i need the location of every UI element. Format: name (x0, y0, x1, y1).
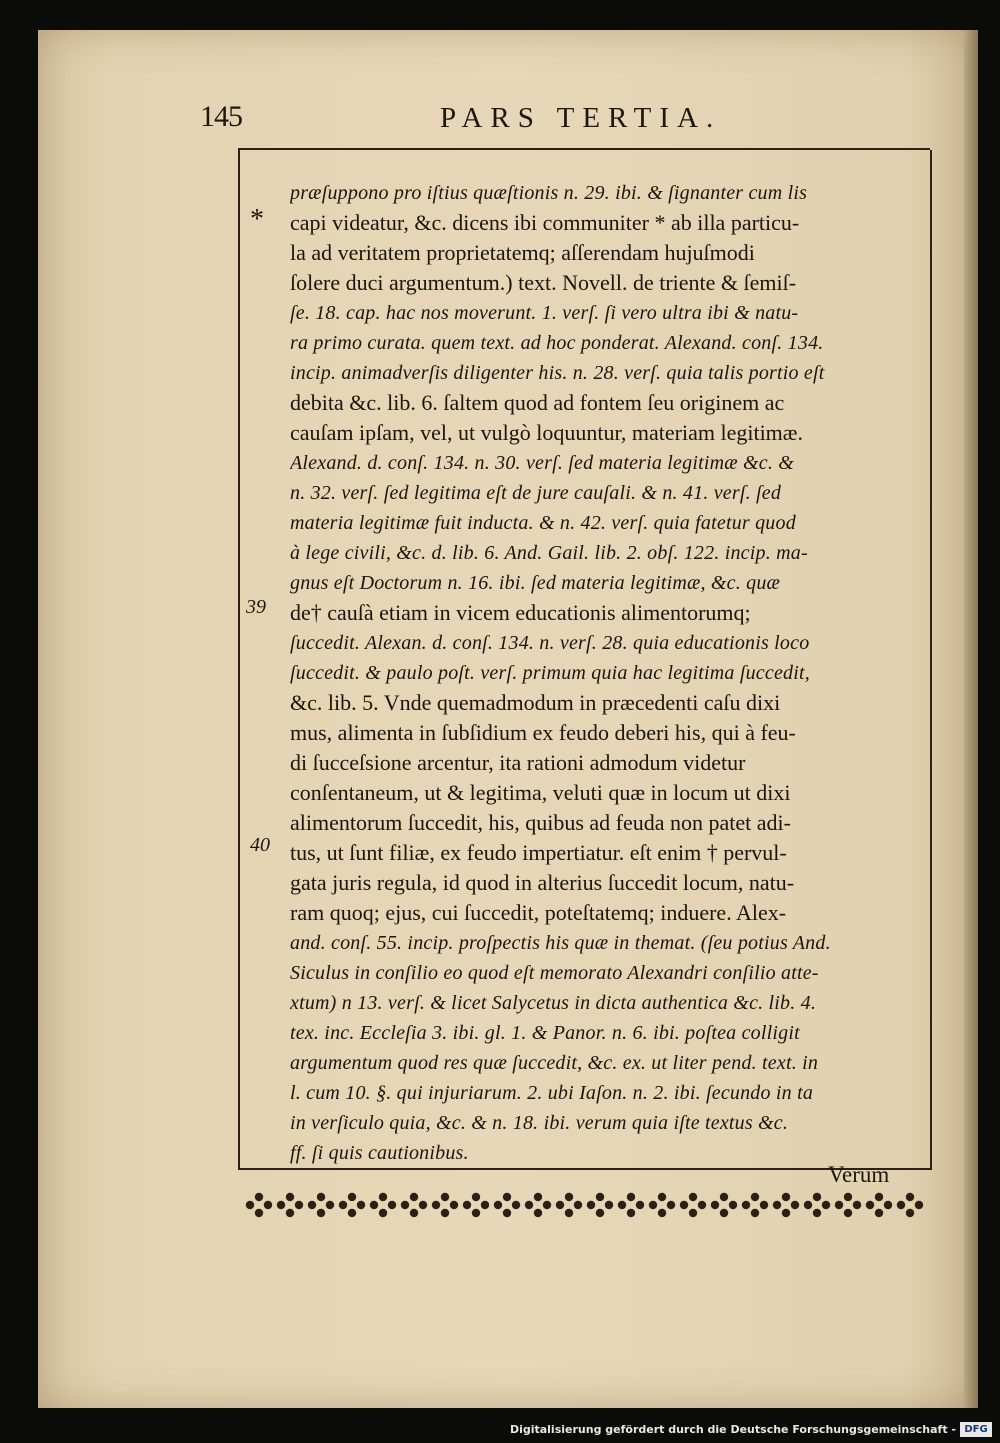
fleuron-icon (556, 1193, 582, 1217)
margin-asterisk: * (250, 204, 264, 235)
page-number: 145 (200, 100, 242, 133)
text-line: gnus eſt Doctorum n. 16. ibi. ſed materia legitimæ, &c. quæ (290, 572, 781, 594)
page-header (200, 100, 935, 140)
ornament-band (244, 1188, 928, 1222)
fleuron-icon (649, 1193, 675, 1217)
text-line: in verſiculo quia, &c. & n. 18. ibi. verum quia iſte textus &c. (290, 1112, 789, 1134)
fleuron-icon (618, 1193, 644, 1217)
footer-bar (0, 1418, 1000, 1443)
text-line: and. conſ. 55. incip. proſpectis his quæ in themat. (ſeu potius And. (290, 932, 831, 954)
text-line: gata juris regula, id quod in alterius ſuccedit locum, natu- (290, 870, 795, 895)
fleuron-icon (866, 1193, 892, 1217)
text-line: tus, ut ſunt filiæ, ex feudo impertiatur. eſt enim † pervul- (290, 840, 787, 865)
page-edge (964, 30, 978, 1408)
fleuron-icon (742, 1193, 768, 1217)
fleuron-icon (835, 1193, 861, 1217)
text-line: ra primo curata. quem text. ad hoc ponderat. Alexand. conſ. 134. (290, 332, 824, 354)
text-line: di ſucceſsione arcentur, ita rationi admodum videtur (290, 750, 746, 775)
text-line: capi videatur, &c. dicens ibi communiter * ab illa particu- (290, 210, 800, 235)
text-line: ſe. 18. cap. hac nos moverunt. 1. verſ. ſi vero ultra ibi & natu- (290, 302, 799, 324)
text-line: cauſam ipſam, vel, ut vulgò loquuntur, materiam legitimæ. (290, 420, 803, 445)
fleuron-icon (277, 1193, 303, 1217)
fleuron-icon (587, 1193, 613, 1217)
margin-number-39: 39 (246, 596, 266, 618)
fleuron-icon (339, 1193, 365, 1217)
text-line: xtum) n 13. verſ. & licet Salycetus in dicta authentica &c. lib. 4. (290, 992, 817, 1014)
text-line: ſuccedit. Alexan. d. conſ. 134. n. verſ. 28. quia educationis loco (290, 632, 810, 654)
text-line: Siculus in conſilio eo quod eſt memorato Alexandri conſilio atte- (290, 962, 819, 984)
text-line: à lege civili, &c. d. lib. 6. And. Gail. lib. 2. obſ. 122. incip. ma- (290, 542, 808, 564)
text-line: alimentorum ſuccedit, his, quibus ad feuda non patet adi- (290, 810, 791, 835)
text-line: l. cum 10. §. qui injuriarum. 2. ubi Iaſon. n. 2. ibi. ſecundo in ta (290, 1082, 814, 1104)
fleuron-icon (432, 1193, 458, 1217)
text-line: materia legitimæ fuit inducta. & n. 42. verſ. quia fatetur quod (290, 512, 796, 534)
fleuron-icon (494, 1193, 520, 1217)
fleuron-icon (711, 1193, 737, 1217)
text-line: ſolere duci argumentum.) text. Novell. de triente & ſemiſ- (290, 270, 797, 295)
fleuron-icon (308, 1193, 334, 1217)
text-line: n. 32. verſ. ſed legitima eſt de jure cauſali. & n. 41. verſ. ſed (290, 482, 782, 504)
text-line: ſuccedit. & paulo poſt. verſ. primum quia hac legitima ſuccedit, (290, 662, 810, 684)
text-line: Alexand. d. conſ. 134. n. 30. verſ. ſed materia legitimæ &c. & (290, 452, 794, 474)
footer-credit: Digitalisierung gefördert durch die Deutsche Forschungsgemeinschaft - (509, 1423, 956, 1436)
fleuron-icon (897, 1193, 923, 1217)
text-line: mus, alimenta in ſubſidium ex feudo deberi his, qui à feu- (290, 720, 796, 745)
text-line: ram quoq; ejus, cui ſuccedit, poteſtatemq; induere. Alex- (290, 900, 787, 925)
text-line: incip. animadverſis diligenter his. n. 28. verſ. quia talis portio eſt (290, 362, 825, 384)
text-line: de† cauſà etiam in vicem educationis alimentorumq; (290, 600, 751, 625)
text-line: ff. ſi quis cautionibus. (290, 1142, 469, 1164)
text-line: præſuppono pro iſtius quæſtionis n. 29. ibi. & ſignanter cum lis (290, 182, 808, 204)
body-text (290, 178, 930, 1168)
text-line: tex. inc. Eccleſia 3. ibi. gl. 1. & Panor. n. 6. ibi. poſtea colligit (290, 1022, 800, 1044)
catchword: Verum (828, 1162, 890, 1187)
dfg-logo: DFG (960, 1422, 992, 1437)
margin-number-40: 40 (250, 834, 270, 856)
text-line: conſentaneum, ut & legitima, veluti quæ in locum ut dixi (290, 780, 791, 805)
fleuron-icon (370, 1193, 396, 1217)
fleuron-icon (463, 1193, 489, 1217)
fleuron-icon (246, 1193, 272, 1217)
text-line: debita &c. lib. 6. ſaltem quod ad fontem ſeu originem ac (290, 390, 785, 415)
text-line: la ad veritatem proprietatemq; aſſerendam hujuſmodi (290, 240, 755, 265)
text-line: &c. lib. 5. Vnde quemadmodum in præcedenti caſu dixi (290, 690, 781, 715)
fleuron-icon (525, 1193, 551, 1217)
fleuron-icon (773, 1193, 799, 1217)
running-title: PARS TERTIA. (440, 102, 722, 134)
text-line: argumentum quod res quæ ſuccedit, &c. ex. ut liter pend. text. in (290, 1052, 819, 1074)
fleuron-icon (804, 1193, 830, 1217)
fleuron-icon (401, 1193, 427, 1217)
fleuron-icon (680, 1193, 706, 1217)
